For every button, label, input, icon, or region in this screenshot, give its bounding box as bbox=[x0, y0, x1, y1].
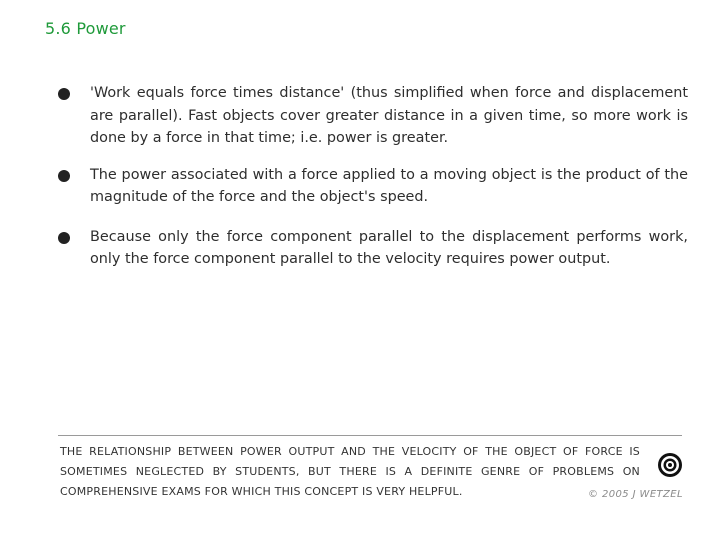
copyright-text: © 2005 J WETZEL bbox=[588, 489, 683, 500]
bullet-item bbox=[58, 226, 688, 271]
bullet-item bbox=[58, 164, 688, 209]
bullet-dot-icon bbox=[58, 170, 70, 182]
bullet-dot-icon bbox=[58, 88, 70, 100]
bullet-dot-icon bbox=[58, 232, 70, 244]
bullet-text: 'Work equals force times distance' (thus simplified when force and displacement are parallel). Fast objects cover greater distance in a given time, so more work is done by a force in that time; i.e. power is greater. bbox=[90, 85, 688, 146]
slide-title: 5.6 Power bbox=[45, 19, 126, 38]
bullet-list bbox=[58, 82, 688, 271]
bullet-item bbox=[58, 82, 688, 150]
bullet-text: Because only the force component parallel to the displacement performs work, only the force component parallel to the velocity requires power output. bbox=[90, 228, 688, 267]
bullet-text: The power associated with a force applied to a moving object is the product of the magnitude of the force and the object's speed. bbox=[90, 166, 688, 205]
footer-divider bbox=[58, 435, 682, 436]
footnote-text: THE RELATIONSHIP BETWEEN POWER OUTPUT AND THE VELOCITY OF THE OBJECT OF FORCE IS SOMETIMES NEGLECTED BY STUDENTS, BUT THERE IS A DEFINITE GENRE OF PROBLEMS ON COMPREHENSIVE EXAMS FOR WHICH THIS CONCEPT IS VERY HELPFUL. bbox=[60, 445, 640, 498]
target-icon bbox=[657, 452, 683, 478]
